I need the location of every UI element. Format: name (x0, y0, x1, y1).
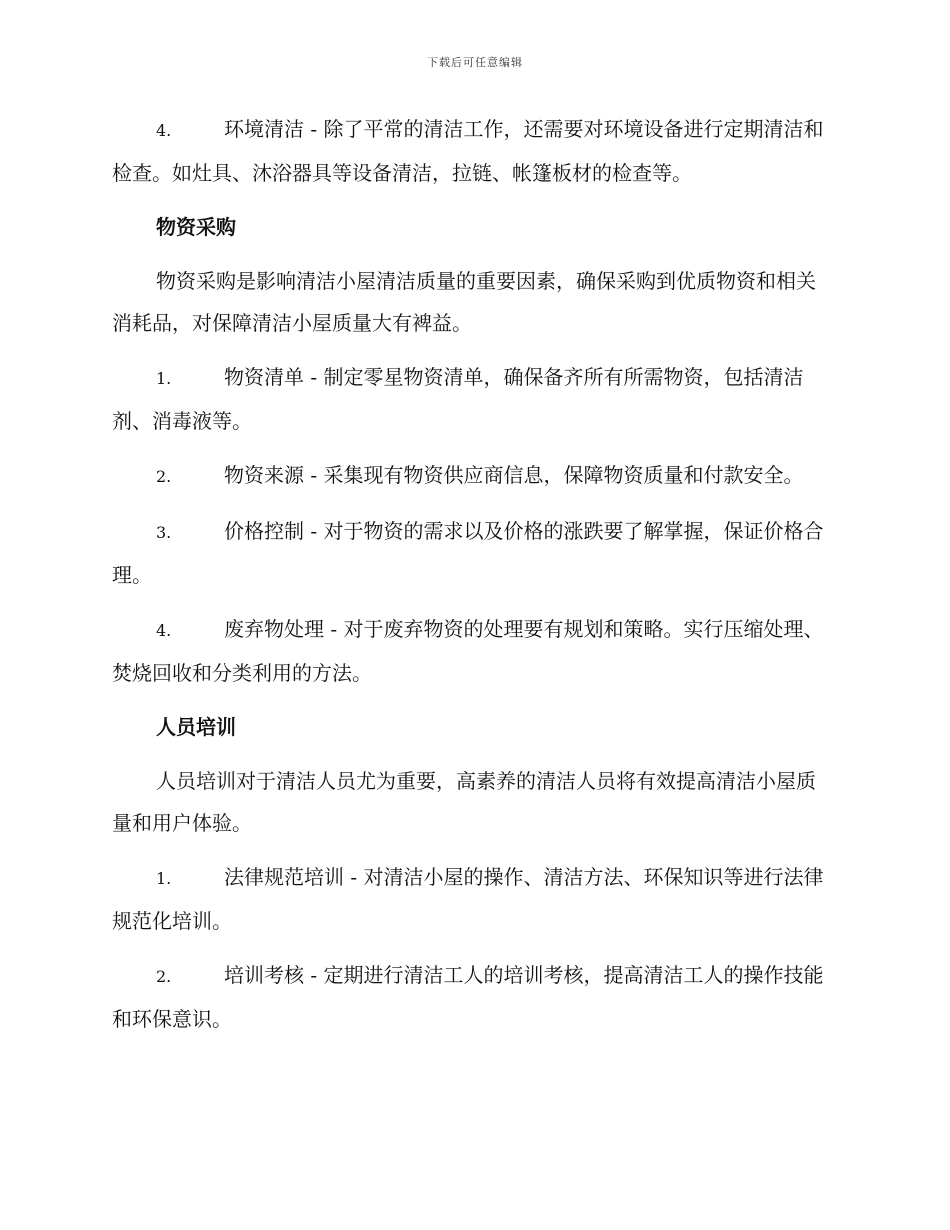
list-item-number: 4. (156, 121, 172, 140)
document-body (112, 108, 830, 1052)
list-item-number: 2. (156, 467, 172, 486)
list-item-number: 1. (156, 369, 172, 388)
list-item-text: 物资清单 - 制定零星物资清单，确保备齐所有所需物资，包括清洁剂、消毒液等。 (112, 365, 804, 433)
list-item-text: 法律规范培训 - 对清洁小屋的操作、清洁方法、环保知识等进行法律规范化培训。 (112, 865, 824, 933)
list-item-text: 环境清洁 - 除了平常的清洁工作，还需要对环境设备进行定期清洁和检查。如灶具、沐浴器具等设备清洁，拉链、帐篷板材的检查等。 (112, 117, 824, 185)
section-heading-training: 人员培训 (156, 715, 236, 739)
list-item-text: 废弃物处理 - 对于废弃物资的处理要有规划和策略。实行压缩处理、焚烧回收和分类利用的方法。 (112, 617, 824, 685)
list-item (112, 454, 830, 498)
list-item (112, 954, 830, 1040)
list-item-text: 价格控制 - 对于物资的需求以及价格的涨跌要了解掌握，保证价格合理。 (112, 519, 824, 587)
section-intro-training: 人员培训对于清洁人员尤为重要，高素养的清洁人员将有效提高清洁小屋质量和用户体验。 (112, 769, 816, 835)
page-header: 下载后可任意编辑 (427, 56, 523, 69)
list-item-number: 3. (156, 523, 172, 542)
list-item (112, 356, 830, 442)
list-item (112, 608, 830, 694)
list-item (112, 856, 830, 942)
list-item (112, 510, 830, 596)
list-item (112, 108, 830, 194)
section-heading-purchase: 物资采购 (156, 215, 236, 239)
section-intro-purchase: 物资采购是影响清洁小屋清洁质量的重要因素，确保采购到优质物资和相关消耗品，对保障清洁小屋质量大有裨益。 (112, 269, 816, 335)
list-item-text: 物资来源 - 采集现有物资供应商信息，保障物资质量和付款安全。 (224, 463, 804, 487)
list-item-number: 4. (156, 621, 172, 640)
list-item-number: 1. (156, 869, 172, 888)
list-item-text: 培训考核 - 定期进行清洁工人的培训考核，提高清洁工人的操作技能和环保意识。 (112, 963, 824, 1031)
list-item-number: 2. (156, 967, 172, 986)
